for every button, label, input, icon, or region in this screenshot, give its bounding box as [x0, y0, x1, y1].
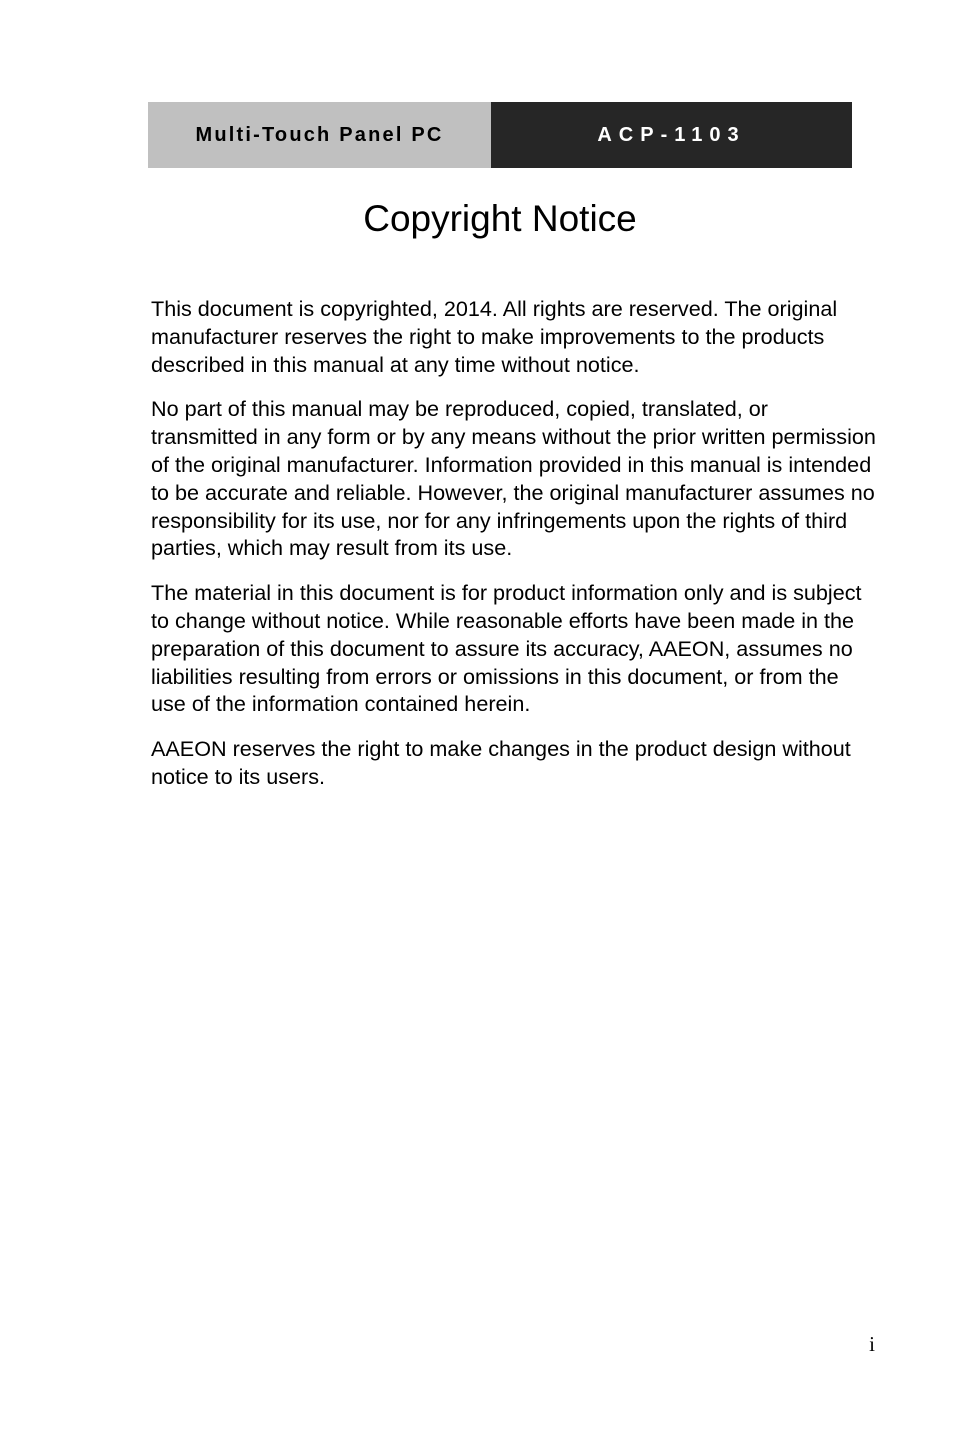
paragraph-reproduction: No part of this manual may be reproduced, copied, translated, or transmitted in any form or by any means without the prior written permission of the original manufacturer. Information provided in this manual is intended to be accurate and reliable. However, the original manufacturer assumes no responsibility for its use, nor for any infringements upon the rights of third parties, which may result from its use.	[151, 396, 876, 561]
page-title: Copyright Notice	[363, 198, 637, 239]
paragraph-liability: The material in this document is for product information only and is subject to change without notice. While reasonable efforts have been made in the preparation of this document to assure its accuracy, AAEON, assumes no liabilities resulting from errors or omissions in this document, or from the use of the information contained herein.	[151, 580, 862, 717]
header-product-category: Multi-Touch Panel PC	[148, 102, 491, 168]
paragraph-changes: AAEON reserves the right to make changes in the product design without notice to its users.	[151, 736, 851, 789]
page-header	[148, 102, 852, 168]
header-model-number: ACP-1103	[491, 102, 852, 168]
paragraph-copyright: This document is copyrighted, 2014. All rights are reserved. The original manufacturer reserves the right to make improvements to the products described in this manual at any time without notice.	[151, 296, 838, 377]
body-content	[151, 295, 876, 808]
page-number: i	[869, 1332, 875, 1356]
